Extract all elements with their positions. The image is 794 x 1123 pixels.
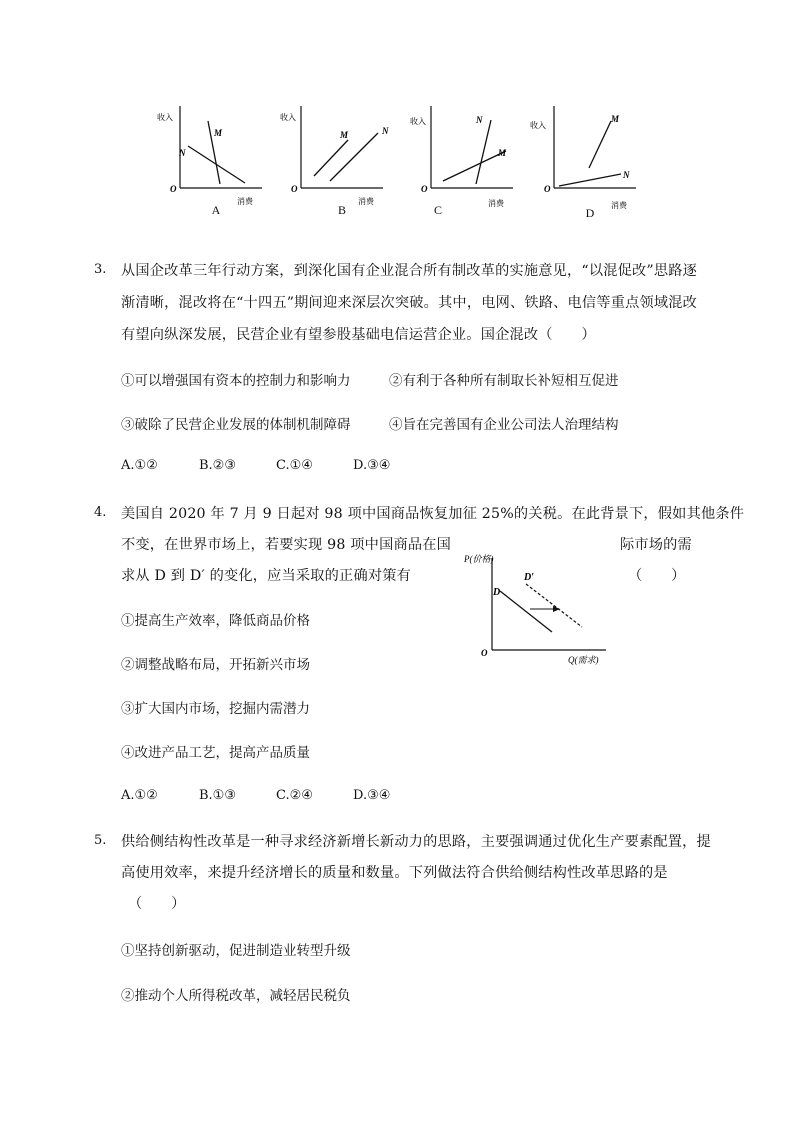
line-n-label: N [623,170,630,180]
question-5-line-2: 高使用效率，来提升经济增长的质量和数量。下列做法符合供给侧结构性改革思路的是 [121,865,668,881]
question-4-option-4: ④改进产品工艺，提高产品质量 [121,745,310,761]
question-4-answer-c: C.②④ [276,788,313,803]
line-m-label: M [611,114,620,124]
demand-chart [464,548,628,677]
line-m-label: M [214,128,223,138]
graph-a-letter: A [211,203,221,217]
question-5-bracket: （ ） [128,896,186,912]
question-3-line-3: 有望向纵深发展，民营企业有望参股基础电信运营企业。国企混改（ ） [121,327,596,343]
graph-origin: O [291,184,298,194]
graph-xlabel: 消费 [488,199,504,208]
question-3-answer-a: A.①② [121,458,158,473]
chart-origin: O [481,648,488,658]
graph-xlabel: 消费 [358,197,374,206]
question-4-number: 4. [94,505,107,520]
demand-axis-label: Q(需求) [568,655,599,665]
graph-a [157,106,265,206]
question-3-option-3: ③破除了民营企业发展的体制机制障碍 [121,417,351,433]
price-axis-label: P(价格) [464,554,494,564]
graph-xlabel: 消费 [237,197,253,206]
curve-d-label: D [493,587,501,598]
question-5-option-2: ②推动个人所得税改革，减轻居民税负 [121,988,351,1004]
question-4-option-1: ①提高生产效率，降低商品价格 [121,613,310,629]
graph-origin: O [544,184,551,194]
question-3-answer-c: C.①④ [276,458,313,473]
question-5-number: 5. [94,833,107,848]
line-n-label: N [382,126,389,136]
line-n-label: N [476,115,483,125]
graph-origin: O [421,184,428,194]
graph-c-letter: C [433,203,442,217]
graph-d [530,106,639,210]
graph-origin: O [170,184,177,194]
graph-ylabel: 收入 [157,113,173,122]
question-3-line-1: 从国企改革三年行动方案，到深化国有企业混合所有制改革的实施意见，“以混促改”思路逐 [121,263,698,279]
line-n-label: N [179,148,186,158]
graph-xlabel: 消费 [611,201,627,210]
question-3-answer-d: D.③④ [353,458,391,473]
graph-ylabel: 收入 [530,121,546,130]
question-4-line-2: 不变，在世界市场上，若要实现 98 项中国商品在国 [121,537,452,553]
line-m-label: M [340,130,349,140]
question-4-answer-d: D.③④ [353,788,391,803]
question-4-option-3: ③扩大国内市场，挖掘内需潜力 [121,701,310,717]
question-4-bracket: （ ） [628,568,686,584]
question-4-answer-a: A.①② [121,788,158,803]
question-3-option-2: ②有利于各种所有制取长补短相互促进 [389,373,619,389]
question-4-line-1: 美国自 2020 年 7 月 9 日起对 98 项中国商品恢复加征 25%的关税。在此背景下，假如其他条件 [121,506,745,522]
question-3-number: 3. [94,262,107,277]
question-4-answer-b: B.①③ [199,788,236,803]
question-4-option-2: ②调整战略布局，开拓新兴市场 [121,657,310,673]
graph-b-letter: B [337,203,346,217]
graph-b [280,106,389,206]
graph-ylabel: 收入 [280,113,296,122]
graph-c [410,106,516,208]
question-4-line-3: 求从 D 到 D′ 的变化，应当采取的正确对策有 [121,568,411,584]
graph-d-letter: D [585,206,595,220]
line-m-label: M [498,148,507,158]
question-3-option-4: ④旨在完善国有企业公司法人治理结构 [389,417,619,433]
question-3-answer-b: B.②③ [199,458,236,473]
question-4-line-2-end: 际市场的需 [620,537,692,553]
question-3-line-2: 渐清晰，混改将在“十四五”期间迎来深层次突破。其中，电网、铁路、电信等重点领域混改 [121,295,698,311]
question-5-line-1: 供给侧结构性改革是一种寻求经济新增长新动力的思路，主要强调通过优化生产要素配置，提 [121,834,711,850]
curve-d-prime-label: D′ [524,572,535,583]
question-3-option-1: ①可以增强国有资本的控制力和影响力 [121,373,351,389]
graph-ylabel: 收入 [410,117,426,126]
question-5-option-1: ①坚持创新驱动，促进制造业转型升级 [121,943,351,959]
